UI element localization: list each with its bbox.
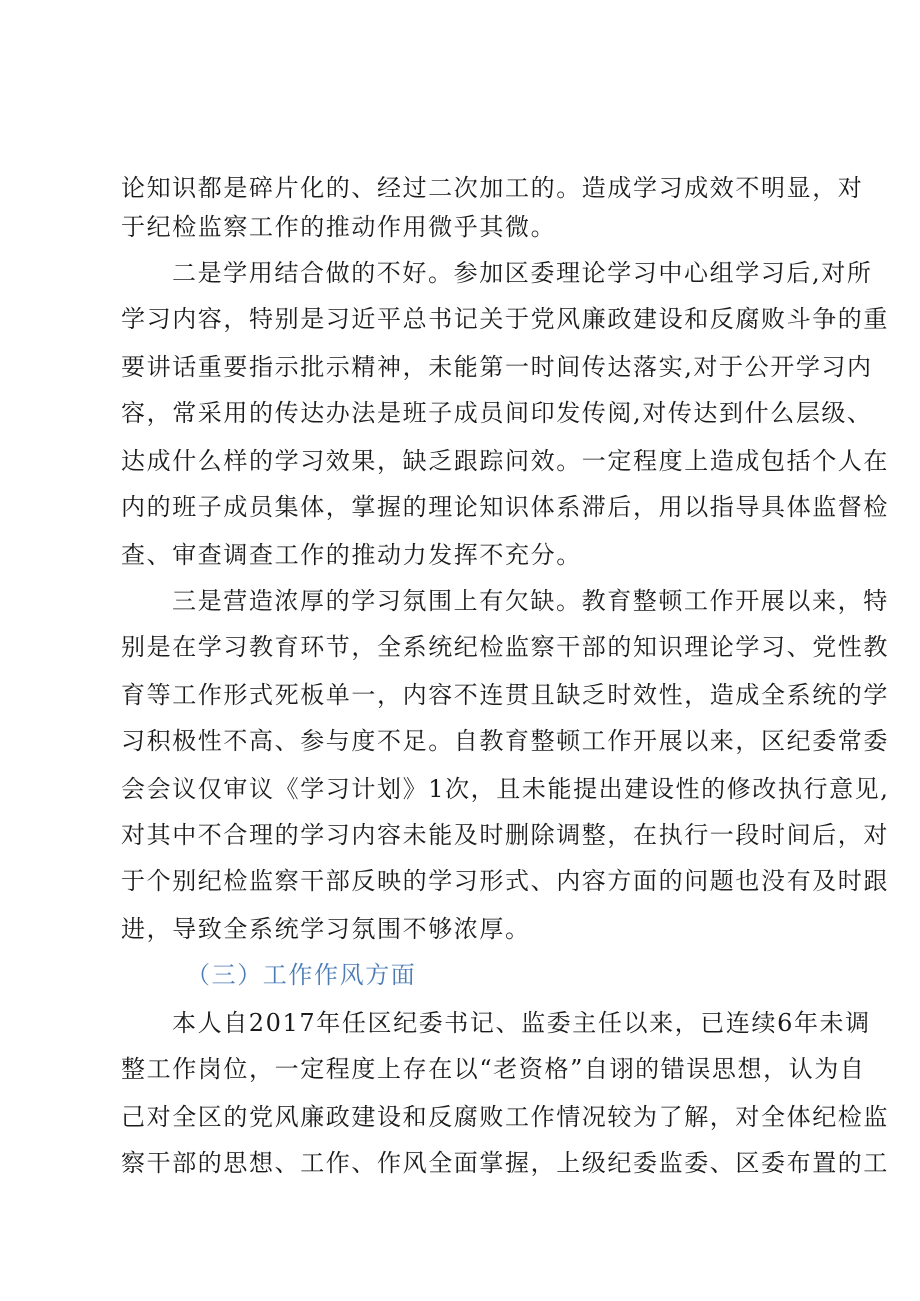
paragraph-4-line-3: 己对全区的党风廉政建设和反腐败工作情况较为了解，对全体纪检监 (121, 1103, 889, 1131)
paragraph-2-line-3: 要讲话重要指示批示精神，未能第一时间传达落实,对于公开学习内 (121, 353, 873, 381)
paragraph-2-line-6: 内的班子成员集体，掌握的理论知识体系滞后，用以指导具体监督检 (121, 493, 889, 521)
paragraph-3-line-3: 育等工作形式死板单一，内容不连贯且缺乏时效性，造成全系统的学 (121, 681, 889, 709)
paragraph-3-line-2: 别是在学习教育环节，全系统纪检监察干部的知识理论学习、党性教 (121, 633, 889, 661)
paragraph-3-line-5: 会会议仅审议《学习计划》1次，且未能提出建设性的修改执行意见, (121, 775, 890, 803)
paragraph-2-line-4: 容，常采用的传达办法是班子成员间印发传阅,对传达到什么层级、 (121, 399, 873, 427)
paragraph-3-line-4: 习积极性不高、参与度不足。自教育整顿工作开展以来，区纪委常委 (121, 727, 889, 755)
paragraph-4-line-1: 本人自2017年任区纪委书记、监委主任以来，已连续6年未调 (172, 1009, 871, 1037)
paragraph-2-line-5: 达成什么样的学习效果，缺乏跟踪问效。一定程度上造成包括个人在 (121, 447, 889, 475)
paragraph-2-line-2: 学习内容，特别是习近平总书记关于党风廉政建设和反腐败斗争的重 (121, 305, 889, 333)
paragraph-3-line-7: 于个别纪检监察干部反映的学习形式、内容方面的问题也没有及时跟 (121, 867, 889, 895)
section-heading: （三）工作作风方面 (186, 961, 417, 989)
paragraph-3-line-6: 对其中不合理的学习内容未能及时删除调整，在执行一段时间后，对 (121, 821, 889, 849)
paragraph-2-line-7: 查、审查调查工作的推动力发挥不充分。 (121, 541, 582, 569)
paragraph-4-line-4: 察干部的思想、工作、作风全面掌握，上级纪委监委、区委布置的工 (121, 1149, 889, 1177)
text-line-1: 论知识都是碎片化的、经过二次加工的。造成学习成效不明显，对 (121, 174, 864, 202)
paragraph-3-line-8: 进，导致全系统学习氛围不够浓厚。 (121, 915, 531, 943)
paragraph-3-line-1: 三是营造浓厚的学习氛围上有欠缺。教育整顿工作开展以来，特 (172, 587, 889, 615)
paragraph-2-line-1: 二是学用结合做的不好。参加区委理论学习中心组学习后,对所 (172, 259, 873, 287)
text-line-2: 于纪检监察工作的推动作用微乎其微。 (121, 213, 557, 241)
paragraph-4-line-2: 整工作岗位，一定程度上存在以“老资格”自诩的错误思想，认为自 (121, 1055, 866, 1083)
